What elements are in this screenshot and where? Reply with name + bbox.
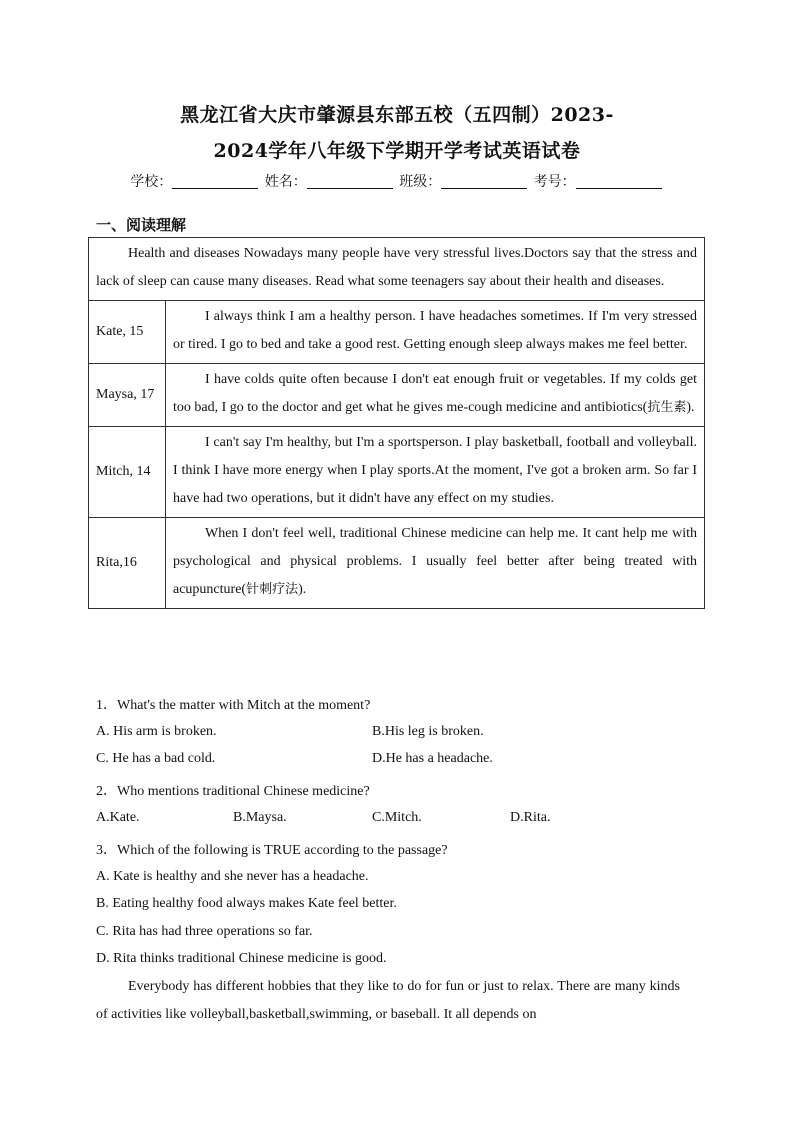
answer-option[interactable]: B.His leg is broken. [372, 724, 484, 739]
name-label: 姓名： [264, 174, 307, 190]
exam-number-label: 考号： [533, 174, 576, 190]
answer-option[interactable]: B.Maysa. [233, 810, 287, 825]
speaker-text: I have colds quite often because I don't eat enough fruit or vegetables. If my colds get too bad, I go to the doctor and get what he gives me-cough medicine and antibiotics(抗生素). [166, 364, 705, 427]
question-stem: 2．Who mentions traditional Chinese medicine? [96, 784, 370, 799]
speaker-text: When I don't feel well, traditional Chinese medicine can help me. It cant help me with psychological and physical problems. I usually feel better after being treated with acupuncture(针刺疗法). [166, 518, 705, 609]
exam-title-line2: 2024学年八年级下学期开学考试英语试卷 [213, 140, 581, 162]
answer-option[interactable]: D.Rita. [510, 810, 551, 825]
speaker-name: Maysa, 17 [89, 364, 166, 427]
answer-option[interactable]: A.Kate. [96, 810, 140, 825]
reading-intro: Health and diseases Nowadays many people have very stressful lives.Doctors say that the stress and lack of sleep can cause many diseases. Read what some teenagers say about their health and diseases. [89, 238, 705, 301]
next-passage: Everybody has different hobbies that they like to do for fun or just to relax. There are many kinds of activities like volleyball,basketball,swimming, or baseball. It all depends on [96, 979, 680, 1022]
school-label: 学校： [130, 174, 173, 190]
table-row [89, 301, 705, 364]
question-stem: 1．What's the matter with Mitch at the moment? [96, 698, 371, 713]
speaker-name: Kate, 15 [89, 301, 166, 364]
table-row [89, 427, 705, 518]
question-stem: 3．Which of the following is TRUE according to the passage? [96, 843, 448, 858]
speaker-text: I always think I am a healthy person. I have headaches sometimes. If I'm very stressed or tired. I go to bed and take a good rest. Getting enough sleep always makes me feel better. [166, 301, 705, 364]
chinese-gloss: 针刺疗法 [246, 582, 299, 597]
speaker-text: I can't say I'm healthy, but I'm a sportsperson. I play basketball, football and volleyball. I think I have more energy when I play sports.At the moment, I've got a broken arm. So far I have had two operations, but it didn't have any effect on my studies. [166, 427, 705, 518]
chinese-gloss: 抗生素 [647, 400, 687, 415]
class-label: 班级： [399, 174, 442, 190]
table-row [89, 364, 705, 427]
answer-option[interactable]: A. Kate is healthy and she never has a headache. [96, 869, 369, 884]
speaker-name: Mitch, 14 [89, 427, 166, 518]
school-blank[interactable] [172, 174, 258, 189]
table-row [89, 518, 705, 609]
section-title: 一、阅读理解 [96, 216, 187, 234]
answer-option[interactable]: C.Mitch. [372, 810, 422, 825]
table-row [89, 238, 705, 301]
class-blank[interactable] [441, 174, 527, 189]
student-info-line [0, 171, 794, 191]
exam-number-blank[interactable] [576, 174, 662, 189]
answer-option[interactable]: C. Rita has had three operations so far. [96, 924, 313, 939]
answer-option[interactable]: D. Rita thinks traditional Chinese medicine is good. [96, 951, 387, 966]
speaker-name: Rita,16 [89, 518, 166, 609]
answer-option[interactable]: D.He has a headache. [372, 751, 493, 766]
name-blank[interactable] [307, 174, 393, 189]
answer-option[interactable]: B. Eating healthy food always makes Kate feel better. [96, 896, 397, 911]
reading-table [88, 237, 705, 609]
exam-title-line1: 黑龙江省大庆市肇源县东部五校（五四制）2023- [180, 104, 614, 126]
answer-option[interactable]: A. His arm is broken. [96, 724, 217, 739]
answer-option[interactable]: C. He has a bad cold. [96, 751, 216, 766]
